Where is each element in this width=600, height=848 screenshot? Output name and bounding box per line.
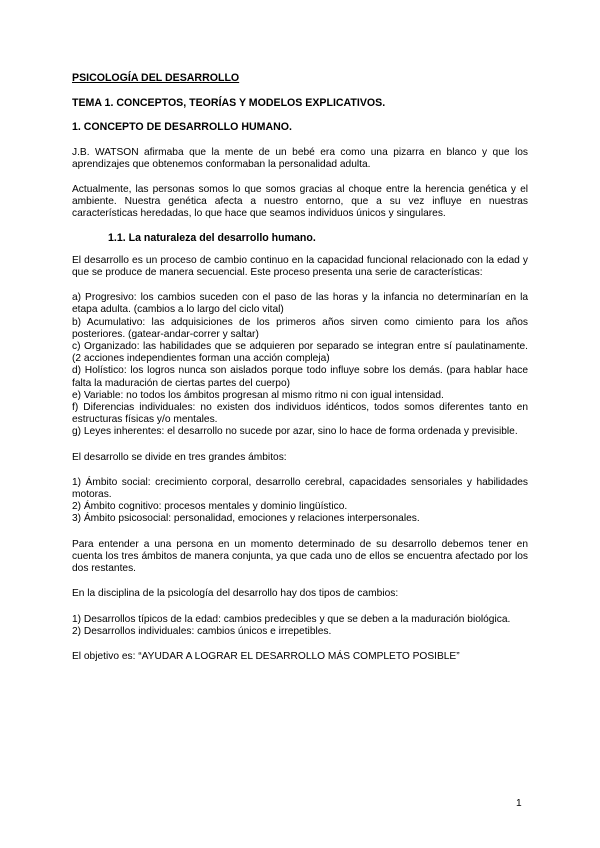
paragraph-definicion: El desarrollo es un proceso de cambio continuo en la capacidad funcional relacionado con la edad y que se produce de manera secuencial. Este proceso presenta una serie de características:: [72, 254, 528, 279]
list-item: f) Diferencias individuales: no existen dos individuos idénticos, todos somos diferentes tanto en estructuras físicas y/o mentales.: [72, 402, 528, 426]
paragraph-actualmente: Actualmente, las personas somos lo que somos gracias al choque entre la herencia genética y el ambiente. Nuestra genética afecta a nuestro entorno, que a su vez influye en nuestras características heredadas, lo que hace que seamos individuos únicos y singulares.: [72, 184, 528, 220]
list-item: d) Holístico: los logros nunca son aislados porque todo influye sobre los demás. (para hablar hace falta la maduración de ciertas partes del cuerpo): [72, 365, 528, 389]
ambitos-list: [72, 477, 528, 526]
caracteristicas-list: [72, 292, 528, 438]
paragraph-watson: J.B. WATSON afirmaba que la mente de un bebé era como una pizarra en blanco y que los aprendizajes que obtenemos conformaban la personalidad adulta.: [72, 146, 528, 170]
subsection-heading: 1.1. La naturaleza del desarrollo humano.: [108, 231, 316, 244]
list-item: 3) Ámbito psicosocial: personalidad, emociones y relaciones interpersonales.: [72, 513, 420, 525]
list-item: b) Acumulativo: las adquisiciones de los primeros años sirven como cimiento para los años posteriores. (gatear-andar-correr y saltar): [72, 316, 528, 340]
list-item: 2) Ámbito cognitivo: procesos mentales y dominio lingüístico.: [72, 501, 348, 513]
list-item: a) Progresivo: los cambios suceden con el paso de las horas y la infancia no determinarían en la etapa adulta. (cambios a lo largo del ciclo vital): [72, 292, 528, 316]
paragraph-cambios-intro: En la disciplina de la psicología del desarrollo hay dos tipos de cambios:: [72, 588, 399, 600]
cambios-list: [72, 614, 528, 638]
list-item: 1) Ámbito social: crecimiento corporal, desarrollo cerebral, capacidades sensoriales y habilidades motoras.: [72, 476, 528, 501]
section-heading: 1. CONCEPTO DE DESARROLLO HUMANO.: [72, 121, 292, 134]
tema-heading: TEMA 1. CONCEPTOS, TEORÍAS Y MODELOS EXPLICATIVOS.: [72, 97, 386, 110]
page-number: 1: [516, 798, 522, 809]
list-item: 2) Desarrollos individuales: cambios únicos e irrepetibles.: [72, 625, 332, 637]
list-item: c) Organizado: las habilidades que se adquieren por separado se integran entre sí paulatinamente. (2 acciones independientes forman una acción compleja): [72, 341, 528, 365]
page-content: [72, 72, 528, 663]
list-item: e) Variable: no todos los ámbitos progresan al mismo ritmo ni con igual intensidad.: [72, 389, 444, 401]
document-title: PSICOLOGÍA DEL DESARROLLO: [72, 72, 240, 84]
list-item: 1) Desarrollos típicos de la edad: cambios predecibles y que se deben a la maduración biológica.: [72, 613, 511, 625]
list-item: g) Leyes inherentes: el desarrollo no sucede por azar, sino lo hace de forma ordenada y previsible.: [72, 426, 518, 438]
paragraph-objetivo: El objetivo es: “AYUDAR A LOGRAR EL DESARROLLO MÁS COMPLETO POSIBLE”: [72, 650, 460, 662]
paragraph-ambitos-intro: El desarrollo se divide en tres grandes ámbitos:: [72, 451, 287, 463]
paragraph-ambitos-conjunta: Para entender a una persona en un momento determinado de su desarrollo debemos tener en cuenta los tres ámbitos de manera conjunta, ya que cada uno de ellos se encuentra afectado por los dos restantes.: [72, 538, 528, 575]
